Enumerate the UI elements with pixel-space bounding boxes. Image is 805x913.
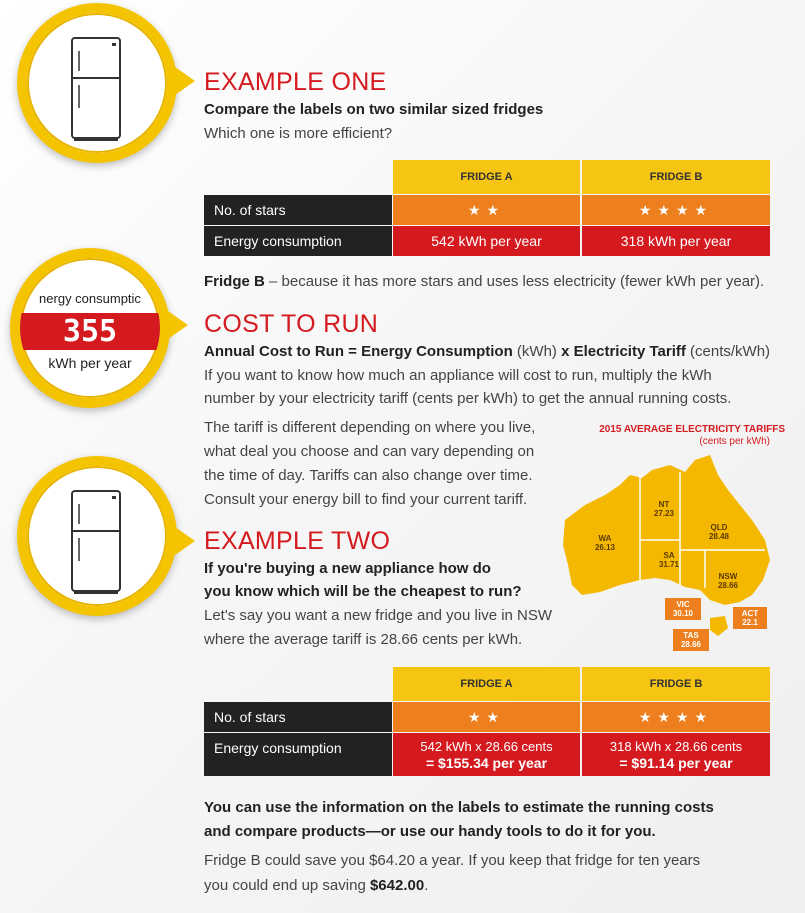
table2-row-energy-label: Energy consumption <box>204 733 392 776</box>
cost-para2-line4: Consult your energy bill to find your current tariff. <box>204 491 528 508</box>
map-label-vic: VIC 30.10 <box>665 598 701 620</box>
example-two-title: EXAMPLE TWO <box>204 527 391 555</box>
pointer-arrow-2 <box>168 311 188 339</box>
energy-label-circle <box>10 248 170 408</box>
map-title: 2015 AVERAGE ELECTRICITY TARIFFS <box>599 424 785 435</box>
energy-label-value-box: 355 <box>20 313 160 350</box>
cost-para2-line3: the time of day. Tariffs can also change over time. <box>204 467 533 484</box>
table2-stars-b: ★★★★ <box>582 702 770 732</box>
example-one-subtitle: Compare the labels on two similar sized fridges <box>204 101 544 118</box>
example-two-text-line2: where the average tariff is 28.66 cents per kWh. <box>204 631 523 648</box>
map-label-nt: NT 27.23 <box>653 500 675 518</box>
cost-para1-line1: If you want to know how much an appliance will cost to run, multiply the kWh <box>204 367 712 384</box>
conclusion-bold-line1: You can use the information on the labels to estimate the running costs <box>204 799 714 816</box>
table2-energy-b <box>582 733 770 776</box>
table1-header-fridge-a: FRIDGE A <box>393 160 580 194</box>
cost-para1-line2: number by your electricity tariff (cents per kWh) to get the annual running costs. <box>204 390 732 407</box>
map-label-wa: WA 26.13 <box>594 534 616 552</box>
example-one-title: EXAMPLE ONE <box>204 68 387 96</box>
table2-calc-a: 542 kWh x 28.66 cents <box>420 738 553 754</box>
answer-rest: – because it has more stars and uses less electricity (fewer kWh per year). <box>264 273 765 290</box>
table1-energy-b: 318 kWh per year <box>582 226 770 256</box>
table1-row-stars-label: No. of stars <box>204 195 392 225</box>
table1-stars-a: ★★ <box>393 195 580 225</box>
table1-header-fridge-b: FRIDGE B <box>582 160 770 194</box>
table1-row-energy-label: Energy consumption <box>204 226 392 256</box>
conclusion-bold-line2: and compare products—or use our handy tools to do it for you. <box>204 823 656 840</box>
fridge-icon <box>27 13 167 153</box>
formula-part-b: (kWh) <box>512 343 562 360</box>
table2-result-b: = $91.14 per year <box>619 754 733 771</box>
conclusion-line2-c: . <box>424 877 429 894</box>
cost-formula <box>204 340 770 364</box>
formula-part-a: Annual Cost to Run = Energy Consumption <box>204 343 513 360</box>
energy-label-unit: kWh per year <box>48 355 132 371</box>
pointer-arrow-3 <box>175 527 195 555</box>
cost-para2-line2: what deal you choose and can vary depending on <box>204 443 535 460</box>
formula-part-d: (cents/kWh) <box>685 343 771 360</box>
table2-row-stars-label: No. of stars <box>204 702 392 732</box>
conclusion-line1: Fridge B could save you $64.20 a year. If you keep that fridge for ten years <box>204 852 701 869</box>
answer-bold: Fridge B <box>204 273 265 290</box>
table1-stars-b: ★★★★ <box>582 195 770 225</box>
fridge-icon-circle-bottom <box>17 456 177 616</box>
example-two-text-line1: Let's say you want a new fridge and you live in NSW <box>204 607 553 624</box>
formula-part-c: x Electricity Tariff <box>561 343 686 360</box>
map-subtitle: (cents per kWh) <box>699 436 770 447</box>
example-one-answer <box>204 270 764 294</box>
fridge-icon <box>27 466 167 606</box>
example-two-subtitle-line1: If you're buying a new appliance how do <box>204 560 491 577</box>
energy-label-top-text: nergy consumptic <box>39 291 141 306</box>
tasmania <box>710 616 728 636</box>
conclusion-line2 <box>204 874 428 898</box>
table2-header-fridge-a: FRIDGE A <box>393 667 580 701</box>
table2-energy-a <box>393 733 580 776</box>
example-one-question: Which one is more efficient? <box>204 125 393 142</box>
table2-result-a: = $155.34 per year <box>425 754 548 771</box>
table2-calc-b: 318 kWh x 28.66 cents <box>609 738 743 754</box>
table2-stars-a: ★★ <box>393 702 580 732</box>
map-label-act: ACT 22.1 <box>733 607 767 629</box>
pointer-arrow-1 <box>175 67 195 95</box>
example-two-subtitle-line2: you know which will be the cheapest to run? <box>204 583 522 600</box>
map-label-nsw: NSW 28.66 <box>717 572 739 590</box>
cost-para2-line1: The tariff is different depending on where you live, <box>204 419 536 436</box>
cost-to-run-title: COST TO RUN <box>204 310 379 338</box>
conclusion-line2-a: you could end up saving <box>204 877 370 894</box>
map-label-tas: TAS 28.66 <box>673 629 709 651</box>
map-label-qld: QLD 28.48 <box>708 523 730 541</box>
fridge-icon-circle-top <box>17 3 177 163</box>
conclusion-savings-amount: $642.00 <box>369 877 425 894</box>
table2-header-fridge-b: FRIDGE B <box>582 667 770 701</box>
map-label-sa: SA 31.71 <box>658 551 680 569</box>
table1-energy-a: 542 kWh per year <box>393 226 580 256</box>
